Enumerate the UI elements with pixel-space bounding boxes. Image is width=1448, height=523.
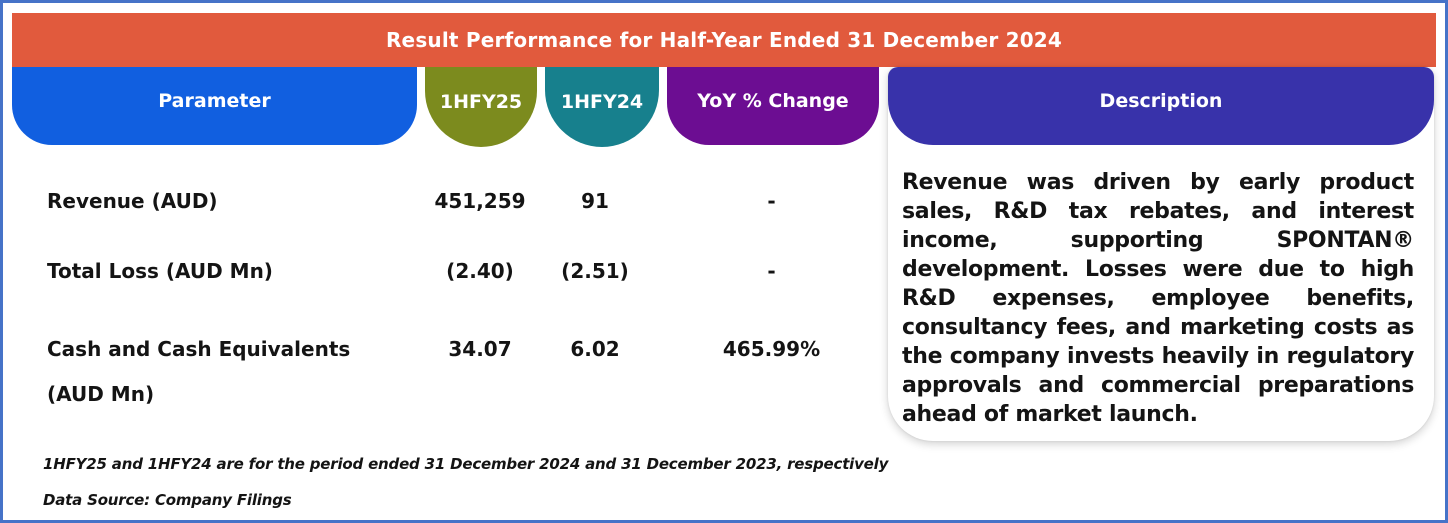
column-header-1hfy24: 1HFY24: [545, 67, 659, 147]
table-content: [12, 67, 1436, 517]
description-card: [888, 67, 1434, 441]
row-label-cash-equivalents: Cash and Cash Equivalents (AUD Mn): [47, 337, 351, 406]
column-header-1hfy25: 1HFY25: [425, 67, 537, 147]
column-header-yoy-change: YoY % Change: [667, 67, 879, 145]
value-cash-yoy: 465.99%: [722, 337, 821, 361]
description-text: Revenue was driven by early product sales, R&D tax rebates, and interest income, supporting SPONTAN® development. Losses were due to high R&D expenses, employee benefits, consultancy fees, and marketing costs as the company invests heavily in regulatory approvals and commercial preparations ahead of market launch.: [902, 170, 1414, 427]
value-total-loss-1hfy25: (2.40): [446, 259, 514, 283]
table-body: [12, 147, 888, 459]
row-label-revenue: Revenue (AUD): [47, 189, 218, 213]
column-header-description: Description: [888, 67, 1434, 145]
page-title: Result Performance for Half-Year Ended 31 December 2024: [385, 28, 1063, 52]
column-header-parameter: Parameter: [12, 67, 417, 145]
value-cash-1hfy24: 6.02: [570, 337, 620, 361]
table-row: [12, 187, 888, 215]
footnote-period-definition: 1HFY25 and 1HFY24 are for the period ended 31 December 2024 and 31 December 2023, respectively: [43, 455, 889, 473]
value-revenue-1hfy24: 91: [581, 189, 609, 213]
value-revenue-1hfy25: 451,259: [434, 189, 526, 213]
row-label-total-loss: Total Loss (AUD Mn): [47, 259, 273, 283]
footnote-data-source: Data Source: Company Filings: [43, 491, 292, 509]
value-total-loss-1hfy24: (2.51): [561, 259, 629, 283]
value-revenue-yoy: -: [767, 189, 776, 213]
table-row: [12, 257, 888, 285]
value-total-loss-yoy: -: [767, 259, 776, 283]
title-bar: [12, 13, 1436, 67]
value-cash-1hfy25: 34.07: [448, 337, 512, 361]
table-row: [12, 327, 888, 417]
